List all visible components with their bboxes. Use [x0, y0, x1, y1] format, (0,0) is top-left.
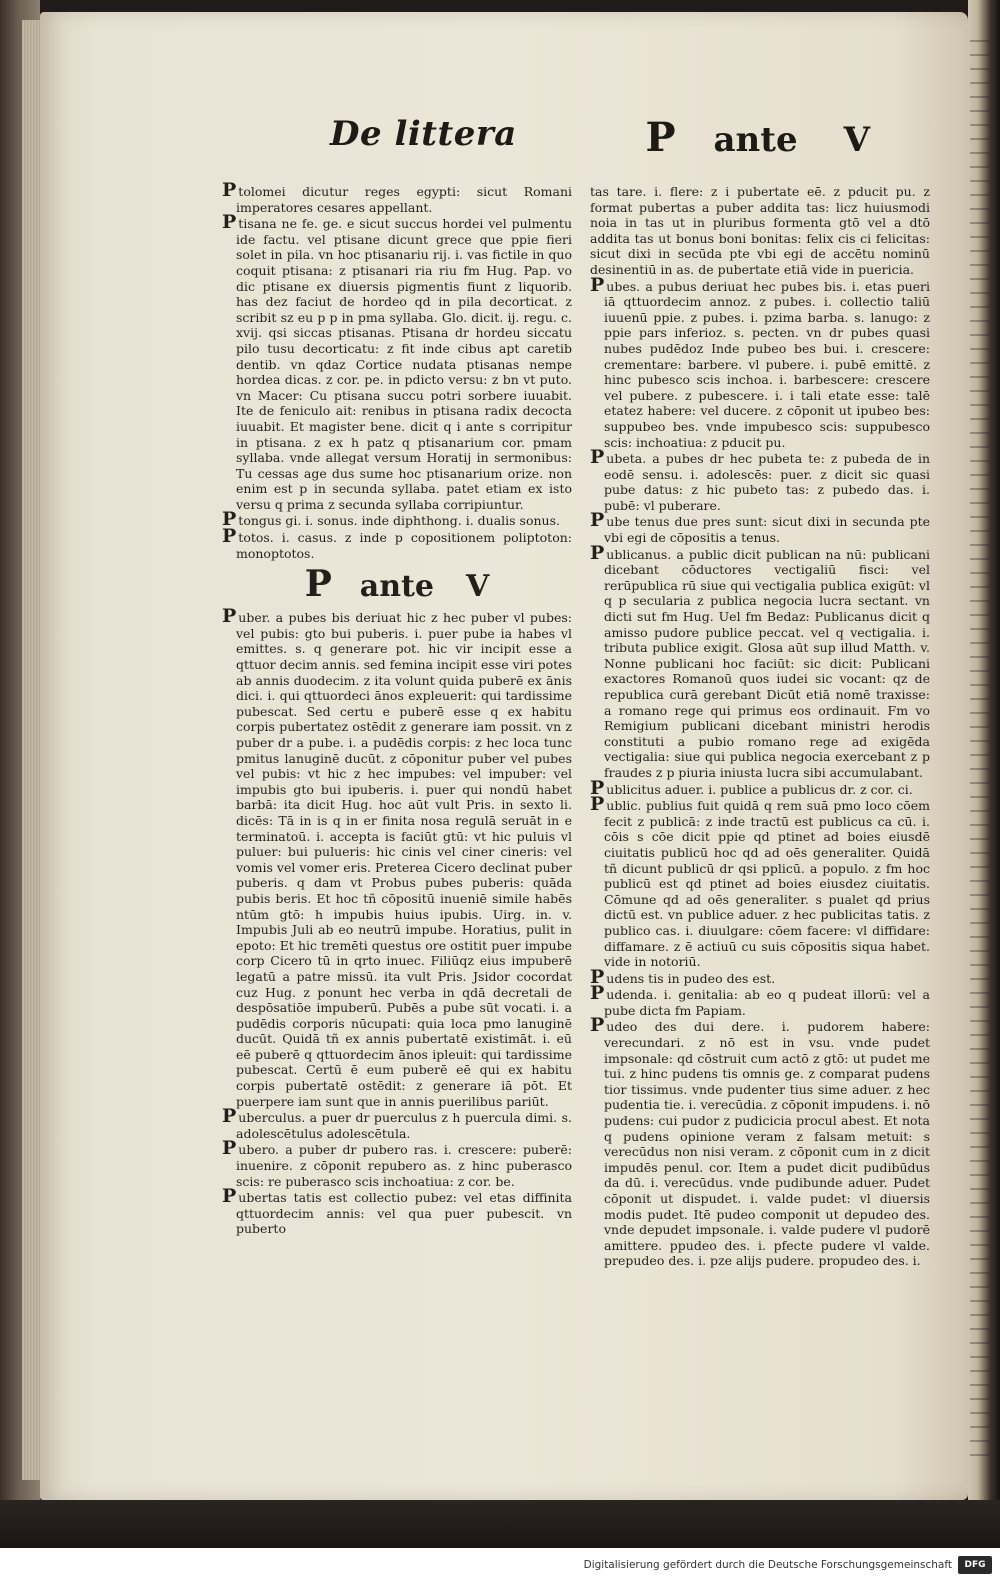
- entry-puber: Puber. a pubes bis deriuat hic z hec puber vl pubes: vel pubis: gto bui puberis. i. puer pube ia habes vl emittes. s. q generare pot. hic vir incipit esse a qttuor decim annis. sed femina incipit esse viri potes ab annis duodecim. z ita volunt quida puberē ex ānis dici. i. qui qttuordeci ānos expleuerit: qui tardissime pubescat. Sed certu e puberē esse q ex habitu corpis pubertatez ostēdit z generare iam possit. vn z puber dr a pube. i. a pudēdis corpis: z hec loca tunc pmitus lanuginē ducūt. z cōponitur puber vel pubes vel pubis: vt hic z hec impubes: vel impuber: vel impubis gto bui ipuberis. i. puer qui nondū habet barbā: ita dicit Hug. hoc aūt vult Pris. in sexto li. dicēs: Tā in is q in er finita nosa regulā seruāt in e terminatoū. i. accepta is faciūt gtū: vt hic puluis vl puluer: bui pulueris: hic cinis vel ciner cineris: vel vomis vel vomer eris. Preterea Cicero declinat puber puberis. q dam vt Probus pubes puberis: quāda pubis beris. Et hoc tñ cōpositū inueniē simile habēs ntūm gtō: h impubis huius ipubis. Uirg. in. v. Impubis Juli ab eo neutrū impube. Horatius, pulit in epoto: Et hic tremēti questus ore ostitit puer impube corp Cicero tū in qrto inuec. Filiūqz eius impuberē legatū a patre missū. ita vult Pris. Jsidor cocordat cuz Hug. z ponunt hec verba in qdā decretali de despōsatiōe impuberū. Pubēs a pube sūt vocati. i. a pudēdis corporis nūcupati: quia loca pmo lanuginē ducūt. Quidā tñ ex annis pubertatē existimāt. i. eū eē puberē q qttuordecim ānos ipleuit: qui tardissime pubescat. Certū ē eum puberē eē qui ex habitu corpis pubertatē ostēdit: z generare iā pōt. Et puerpere iam sunt que in annis puerilibus pariūt.: [222, 605, 572, 1109]
- entry-pubertas-continued: tas tare. i. flere: z i pubertate eē. z pducit pu. z format pubertas a puber addita tas: licz huiusmodi noia in tas ut in pluribus formenta gtō vel a dtō addita tas ut bonus boni bonitas: felix cis ci felicitas: sicut dixi in secūda pte vbi egi de accētu nominū desinentiū in as. de pubertate etiā vide in puericia.: [590, 184, 930, 277]
- entry-pudens: Pudens tis in pudeo des est.: [590, 965, 776, 988]
- header-title: De littera: [330, 114, 517, 154]
- entry-puberculus: Puberculus. a puer dr puerculus z h puercula dimi. s. adolescētulus adolescētula.: [222, 1105, 572, 1141]
- left-column: [222, 179, 572, 1238]
- section-heading-p-ante-v: P ante V: [304, 563, 490, 606]
- scan-background-bottom: [0, 1500, 1000, 1548]
- running-header: [330, 108, 870, 168]
- entry-ptongus: Ptongus gi. i. sonus. inde diphthong. i. dualis sonus.: [222, 508, 560, 531]
- entry-publicus: Public. publius fuit quidā q rem suā pmo loco cōem fecit z publicā: z inde tractū est publicus ca cū. i. cōis s cōe dicit ppie qd ptinet ad boies eiusdē ciuitatis publicū hoc qd ad oēs generaliter. Quidā tñ dicunt publicū dr qsi pplicū. a populo. z fm hoc publicū est qd ptinet ad boies eiusdez ciuitatis. Cōmune qd ad oēs generaliter. s pualet qd prius dictū est. vn publice aduer. z hec publicitas tatis. z publico cas. i. diuulgare: cōem facere: vl diffidare: diffamare. z ē actiuū cu suis cōpositis siqua habet. vide in notoriū.: [590, 793, 930, 970]
- header-letter-v: V: [843, 120, 870, 160]
- header-section: [645, 114, 870, 161]
- entry-ptolomei: Ptolomei dicutur reges egypti: sicut Romani imperatores cesares appellant.: [222, 179, 572, 215]
- entry-pubeta: Pubeta. a pubes dr hec pubeta te: z pubeda de in eodē sensu. i. adolescēs: puer. z dicit sic quasi pube datus: z hic pubeto tas: z pubedo das. i. pubē: vl puberare.: [590, 446, 930, 513]
- entry-ptotos: Ptotos. i. casus. z inde p copositionem poliptoton: monoptotos.: [222, 525, 572, 561]
- entry-ptisana: Ptisana ne fe. ge. e sicut succus hordei vel pulmentu ide factu. vel ptisane dicunt grece que ppie fieri solet in pila. vn hoc ptisanariu rij. i. vas fictile in quo coquit ptisana: z ptisanari ria riu fm Hug. Pap. vo dic ptisane ex diuersis pigmentis fiunt z liquorib. has dez faciut de hordeo qd in pila decorticat. z scribit sz eu p p in pma syllaba. Glo. dicit. ij. regu. c. xvij. qsi siccas ptisanas. Ptisana dr hordeu siccatu pilo tusu decorticatu: z fit inde cibus apt caretib dentib. vn qdaz Cortice nudata ptisanas nempe hordea dicas. z cor. pe. in pdicto versu: z bn vt puto. vn Macer: Cu ptisana succu potri sorbere iuuabit. Ite de feniculo ait: renibus in ptisana radix decocta iuuabit. Et magister bene. dicit q i ante s corripitur in ptisana. z ex h patz q ptisanarium cor. pmam syllaba. vnde allegat versum Horatij in sermonibus: Tu cessas age dus sume hoc ptisanarium orize. non enim est p in secunda syllaba. patet etiam ex isto versu q prima z secunda syllaba corripiuntur.: [222, 211, 572, 512]
- entry-pubes: Pubes. a pubus deriuat hec pubes bis. i. etas pueri iā qttuordecim annoz. z pubes. i. collectio taliū iuuenū ppie. z pubes. i. pzima barba. s. lanugo: z ppie pars inferioz. s. pecten. vn dr pubes quasi nubes pudēdoz Inde pubeo bes bui. i. crescere: crementare: barbere. vl pubere. i. pubē emittē. z hinc pubesco scis inchoa. i. barbescere: crescere vel pubere. z pubescere. i. i tali etate esse: talē etatez habere: vel ducere. z cōponit ut ipubeo bes: suppubeo bes. vnde impubesco scis: suppubesco scis: inchoatiua: z pducit pu.: [590, 273, 930, 450]
- entry-pudenda: Pudenda. i. genitalia: ab eo q pudeat illorū: vel a pube dicta fm Papiam.: [590, 982, 930, 1018]
- header-word-ante: ante: [713, 120, 798, 160]
- entry-publicitus: Publicitus aduer. i. publice a publicus dr. z cor. ci.: [590, 776, 913, 799]
- right-column: [590, 184, 930, 1270]
- header-letter-p: P: [645, 114, 676, 161]
- entry-publicanus: Publicanus. a public dicit publican na nū: publicani dicebant cōductores vectigaliū fisci: vel rerūpublica rū siue qui vectigalia publica exigūt: vl q p secularia z publica negocia lucra sectant. vn dicti sut fm Hug. Uel fm Bedaz: Publicanus dicit q amisso pudore publice peccat. vel q vectigalia. i. tributa publice exigit. Glosa aūt sup illud Matth. v. Nonne publicani hoc faciūt: sic dicit: Publicani exactores Romanoū quos iudei sic vocant: qz de republica curā gerebant Dicūt etiā nomē traxisse: a romano rege qui primus eos ordinauit. Fm vo Remigium publicani dicebant ministri herodis constituti a pubio romano rege ad exigēda vectigalia: siue qui publica negocia exercebant z p fraudes z p piuria iniusta lucra sibi accumulabant.: [590, 541, 930, 780]
- entry-pubero: Pubero. a puber dr pubero ras. i. crescere: puberē: inuenire. z cōponit repubero as. z hinc puberasco scis: re puberasco scis inchoatiua: z cor. be.: [222, 1137, 572, 1189]
- entry-pudeo: Pudeo des dui dere. i. pudorem habere: verecundari. z nō est in vsu. vnde pudet impsonale: qd cōstruit cum actō z gtō: ut pudet me tui. z hinc pudens tis omnis ge. z comparat pudens tior tissimus. vnde pudenter tius sime aduer. z hec pudentia tie. i. verecūdia. z cōponit impudens. i. nō pudens: cui pudor z pudicicia procul abest. Et nota q pudens opinione veram z falsam metuit: s verecūdus non nisi veram. z cōponit cum in z dicit impudēs penul. cor. Item a pudet dicit pudibūdus da dū. i. verecūdus. vnde pudibunde aduer. Pudet cōponit ut dispudet. i. valde pudet: vl diuersis modis pudet. Itē pudeo componit ut depudeo des. vnde depudet impsonale. i. valde pudere vl pudorē amittere. ppudeo des. i. pfecte pudere vl valde. prepudeo des. i. pze alijs pudere. propudeo des. i.: [590, 1014, 930, 1269]
- footer-credit: Digitalisierung gefördert durch die Deutsche Forschungsgemeinschaft: [583, 1559, 952, 1571]
- entry-pubertas: Pubertas tatis est collectio pubez: vel etas diffinita qttuordecim annis: vel qua puer pubescit. vn puberto: [222, 1185, 572, 1237]
- entry-pube-tenus: Pube tenus due pres sunt: sicut dixi in secunda pte vbi egi de cōpositis a tenus.: [590, 509, 930, 546]
- facing-page-text-lines: [970, 40, 990, 1460]
- dfg-logo: DFG: [958, 1556, 992, 1574]
